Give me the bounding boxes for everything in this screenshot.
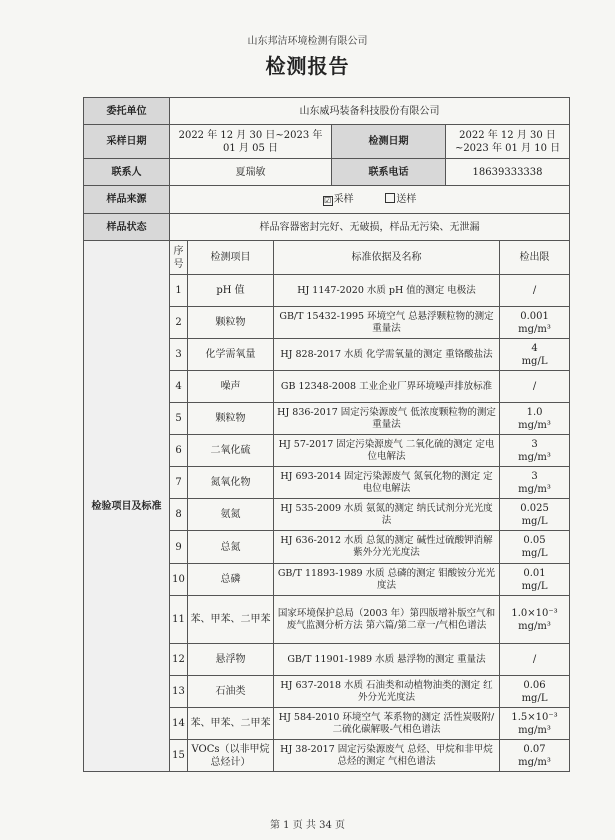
row-limit [500,371,570,403]
limit-unit: mg/m³ [518,483,551,495]
row-standard: HJ 637-2018 水质 石油类和动植物油类的测定 红外分光光度法 [274,676,500,708]
row-standard: HJ 584-2010 环境空气 苯系物的测定 活性炭吸附/二硫化碳解吸-气相色谱法 [274,708,500,740]
row-limit [500,596,570,644]
row-item: pH 值 [188,275,274,307]
status-value: 样品容器密封完好、无破损，样品无污染、无泄漏 [170,214,570,241]
status-label: 样品状态 [84,214,170,241]
limit-value: 0.07 [523,743,546,755]
source-option-sampling: 采样 [333,194,354,205]
row-item: 苯、甲苯、二甲苯 [188,596,274,644]
report-table [83,97,570,772]
row-limit [500,644,570,676]
row-item: 颗粒物 [188,307,274,339]
limit-value: 0.05 [523,535,546,546]
sampling-date-value: 2022 年 12 月 30 日~2023 年 01 月 05 日 [170,125,332,159]
limit-value: 0.001 [520,310,549,322]
phone-label: 联系电话 [332,159,446,186]
row-limit [500,339,570,371]
col-limit-header: 检出限 [500,241,570,275]
row-item: VOCs（以非甲烷总烃计） [188,740,274,772]
row-limit [500,564,570,596]
page-footer: 第 1 页 共 34 页 [270,820,345,831]
client-label: 委托单位 [84,98,170,125]
limit-value: 0.06 [523,679,546,691]
row-standard: HJ 828-2017 水质 化学需氧量的测定 重铬酸盐法 [274,339,500,371]
limit-value: 0.01 [523,567,546,579]
row-limit [500,531,570,564]
row-item: 化学需氧量 [188,339,274,371]
row-number: 10 [170,564,188,596]
row-number: 12 [170,644,188,676]
row-standard: HJ 636-2012 水质 总氮的测定 碱性过硫酸钾消解紫外分光光度法 [274,531,500,564]
row-standard: GB/T 11893-1989 水质 总磷的测定 钼酸铵分光光度法 [274,564,500,596]
row-limit [500,467,570,499]
limit-unit: mg/m³ [518,724,551,736]
row-limit [500,708,570,740]
limit-value: 3 [531,470,538,482]
limit-unit: mg/m³ [518,620,551,632]
row-limit [500,307,570,339]
row-number: 14 [170,708,188,740]
limit-value: / [532,285,537,296]
limit-value: 4 [531,342,538,354]
row-item: 石油类 [188,676,274,708]
limit-unit: mg/L [521,692,548,704]
source-row [84,186,570,214]
limit-unit: mg/m³ [518,451,551,463]
row-item: 氨氮 [188,499,274,531]
row-number: 13 [170,676,188,708]
dates-row [84,125,570,159]
row-item: 颗粒物 [188,403,274,435]
source-option-delivered: 送样 [396,194,417,205]
row-limit [500,403,570,435]
limit-value: / [532,381,537,392]
limit-unit: mg/m³ [518,756,551,768]
row-item: 氮氧化物 [188,467,274,499]
client-value: 山东威玛装备科技股份有限公司 [170,98,570,125]
row-number: 6 [170,435,188,467]
items-section-label: 检验项目及标准 [84,241,170,772]
row-standard: HJ 1147-2020 水质 pH 值的测定 电极法 [274,275,500,307]
row-standard: GB 12348-2008 工业企业厂界环境噪声排放标准 [274,371,500,403]
checked-box-icon: ☑ [324,196,332,205]
row-item: 总磷 [188,564,274,596]
test-date-label: 检测日期 [332,125,446,159]
row-standard: 国家环境保护总局（2003 年）第四版增补版空气和废气监测分析方法 第六篇/第二章一/气相色谱法 [274,596,500,644]
row-number: 4 [170,371,188,403]
row-standard: HJ 836-2017 固定污染源废气 低浓度颗粒物的测定 重量法 [274,403,500,435]
limit-value: 1.0×10⁻³ [511,607,558,619]
row-number: 8 [170,499,188,531]
col-no-header: 序号 [170,241,188,275]
row-limit [500,676,570,708]
row-number: 1 [170,275,188,307]
contact-value: 夏瑞敏 [170,159,332,186]
items-header-row [84,241,570,275]
limit-value: 3 [531,438,538,450]
row-number: 9 [170,531,188,564]
report-title: 检测报告 [265,54,350,78]
limit-unit: mg/L [521,515,548,527]
limit-value: / [532,654,537,665]
limit-unit: mg/L [521,580,548,592]
row-number: 5 [170,403,188,435]
row-item: 二氧化硫 [188,435,274,467]
row-limit [500,275,570,307]
source-options [170,186,570,214]
row-standard: GB/T 15432-1995 环境空气 总悬浮颗粒物的测定 重量法 [274,307,500,339]
sampling-date-label: 采样日期 [84,125,170,159]
row-standard: HJ 535-2009 水质 氨氮的测定 纳氏试剂分光光度法 [274,499,500,531]
row-standard: HJ 38-2017 固定污染源废气 总烃、甲烷和非甲烷总烃的测定 气相色谱法 [274,740,500,772]
limit-unit: mg/L [521,355,548,367]
company-name: 山东邦洁环境检测有限公司 [247,36,368,47]
limit-value: 0.025 [520,502,549,514]
row-number: 7 [170,467,188,499]
row-item: 苯、甲苯、二甲苯 [188,708,274,740]
status-row [84,214,570,241]
row-standard: GB/T 11901-1989 水质 悬浮物的测定 重量法 [274,644,500,676]
unchecked-box-icon [385,193,395,203]
row-number: 2 [170,307,188,339]
row-standard: HJ 693-2014 固定污染源废气 氮氧化物的测定 定电位电解法 [274,467,500,499]
row-number: 3 [170,339,188,371]
row-item: 总氮 [188,531,274,564]
limit-value: 1.0 [526,406,543,418]
limit-unit: mg/m³ [518,419,551,431]
contact-label: 联系人 [84,159,170,186]
phone-value: 18639333338 [446,159,570,186]
row-number: 11 [170,596,188,644]
col-item-header: 检测项目 [188,241,274,275]
row-number: 15 [170,740,188,772]
row-item: 悬浮物 [188,644,274,676]
row-limit [500,499,570,531]
row-limit [500,740,570,772]
row-item: 噪声 [188,371,274,403]
limit-value: 1.5×10⁻³ [511,711,558,723]
source-label: 样品来源 [84,186,170,214]
test-date-value: 2022 年 12 月 30 日~2023 年 01 月 10 日 [446,125,570,159]
contact-row [84,159,570,186]
row-standard: HJ 57-2017 固定污染源废气 二氧化硫的测定 定电位电解法 [274,435,500,467]
row-limit [500,435,570,467]
limit-unit: mg/m³ [518,323,551,335]
limit-unit: mg/L [521,548,548,559]
col-std-header: 标准依据及名称 [274,241,500,275]
client-row [84,98,570,125]
